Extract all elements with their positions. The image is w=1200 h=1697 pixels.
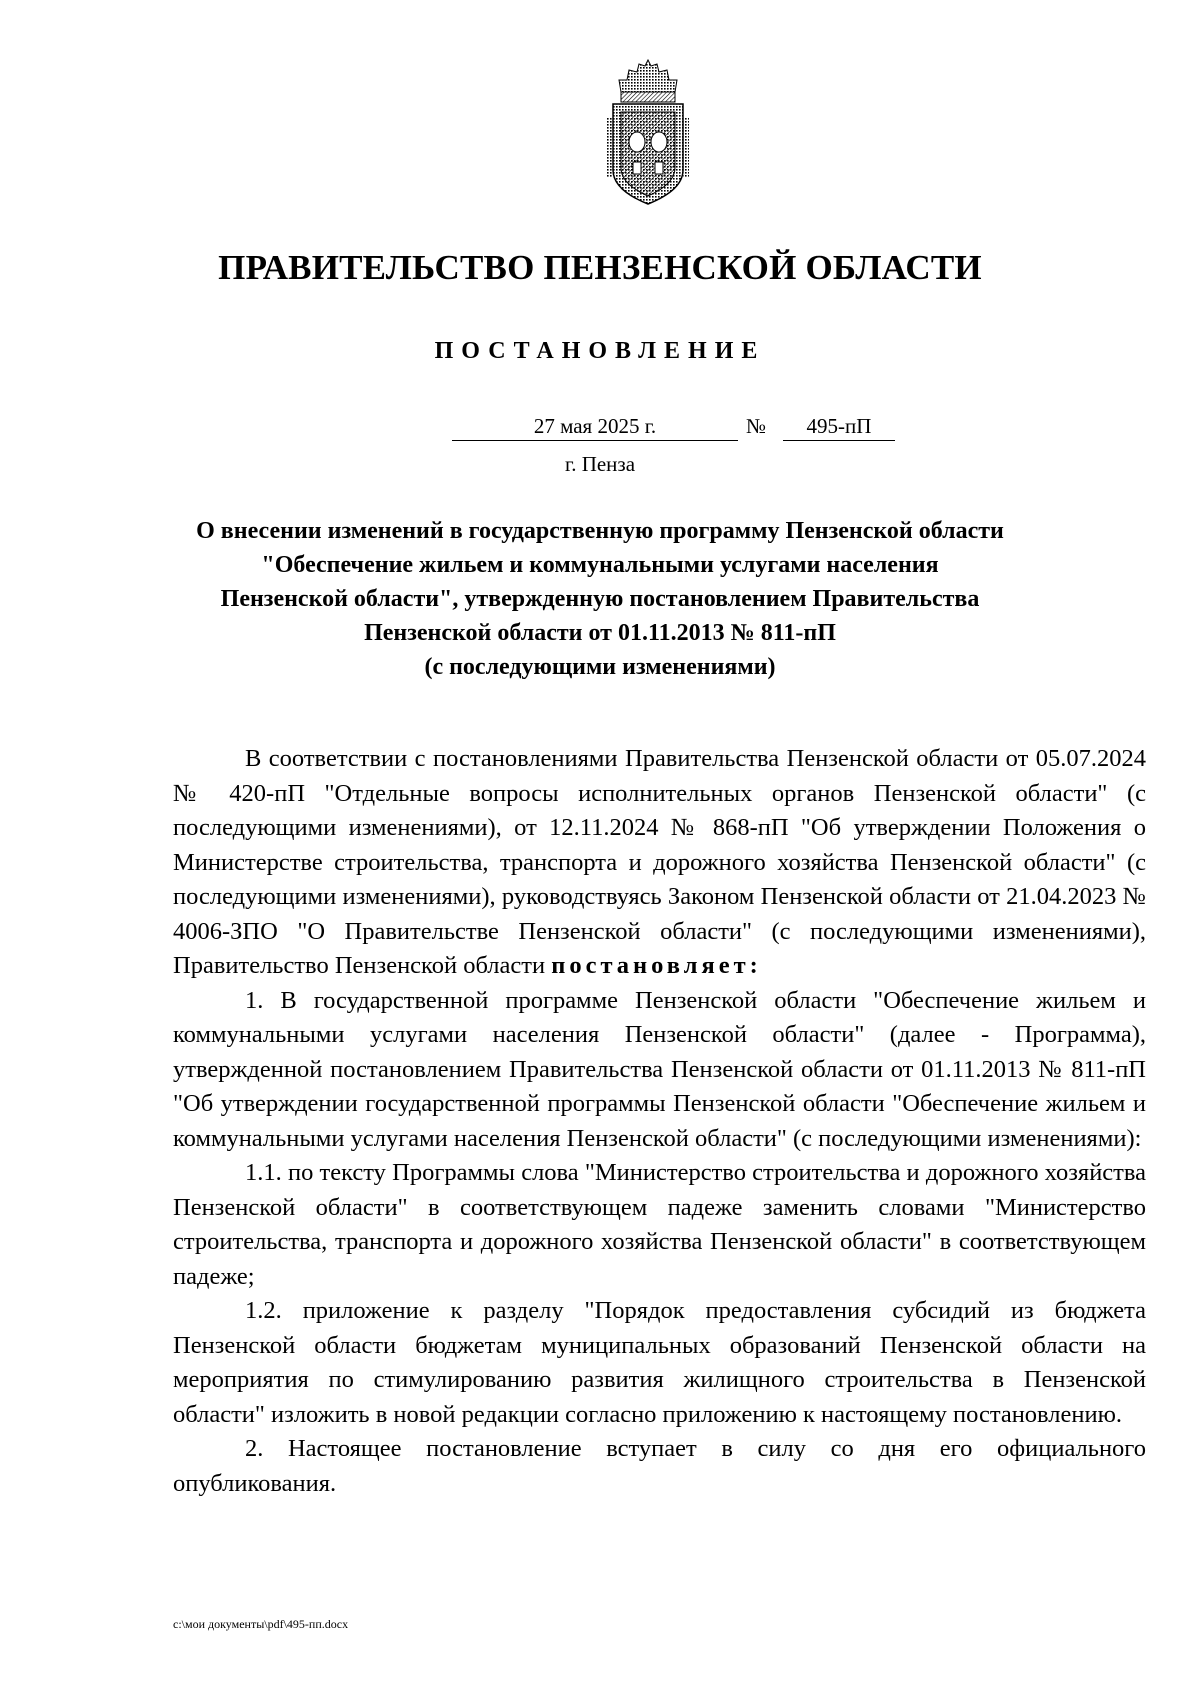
document-number: 495-пП xyxy=(783,412,895,441)
subject-line: Пензенской области от 01.11.2013 № 811-пП xyxy=(364,620,836,646)
subject-line: "Обеспечение жильем и коммунальными услугами населения xyxy=(261,552,939,578)
item-2: 2. Настоящее постановление вступает в силу со дня его официального опубликования. xyxy=(173,1435,1146,1497)
government-title: ПРАВИТЕЛЬСТВО ПЕНЗЕНСКОЙ ОБЛАСТИ xyxy=(218,248,982,287)
file-path: c:\мои документы\pdf\495-пп.docx xyxy=(173,1617,349,1631)
preamble-paragraph xyxy=(173,742,1146,984)
item-1-2: 1.2. приложение к разделу "Порядок предоставления субсидий из бюджета Пензенской области бюджетам муниципальных образований Пензенской области на мероприятия по стимулированию развития жилищного строительства в Пензенской области" изложить в новой редакции согласно приложению к настоящему постановлению. xyxy=(173,1297,1146,1428)
document-date: 27 мая 2025 г. xyxy=(452,412,738,441)
item-1-1: 1.1. по тексту Программы слова "Министерство строительства и дорожного хозяйства Пензенской области" в соответствующем падеже заменить словами "Министерство строительства, транспорта и дорожного хозяйства Пензенской области" в соответствующем падеже; xyxy=(173,1159,1146,1290)
resolves-word: постановляет: xyxy=(551,952,762,979)
subject-line: О внесении изменений в государственную программу Пензенской области xyxy=(196,518,1004,544)
number-sign: № xyxy=(746,414,767,438)
subject-line: Пензенской области", утвержденную постановлением Правительства xyxy=(220,586,980,612)
coat-of-arms-icon xyxy=(607,58,689,210)
document-type: ПОСТАНОВЛЕНИЕ xyxy=(434,338,766,364)
preamble-text: В соответствии с постановлениями Правительства Пензенской области от 05.07.2024 № 420-пП "Отдельные вопросы исполнительных органов Пензенской области" (с последующими изменениями), от 12.11.2024 № 868-пП "Об утверждении Положения о Министерстве строительства, транспорта и дорожного хозяйства Пензенской области" (с последующими изменениями), руководствуясь Законом Пензенской области от 21.04.2023 № 4006-ЗПО "О Правительстве Пензенской области" (с последующими изменениями), Правительство Пензенской области xyxy=(173,745,1146,979)
item-1: 1. В государственной программе Пензенской области "Обеспечение жильем и коммунальными услугами населения Пензенской области" (далее - Программа), утвержденной постановлением Правительства Пензенской области от 01.11.2013 № 811-пП "Об утверждении государственной программы Пензенской области "Обеспечение жильем и коммунальными услугами населения Пензенской области" (с последующими изменениями): xyxy=(173,986,1146,1152)
document-body xyxy=(173,742,1146,1501)
document-subject xyxy=(150,514,1050,684)
subject-line: (с последующими изменениями) xyxy=(424,654,776,680)
city: г. Пенза xyxy=(564,452,636,476)
